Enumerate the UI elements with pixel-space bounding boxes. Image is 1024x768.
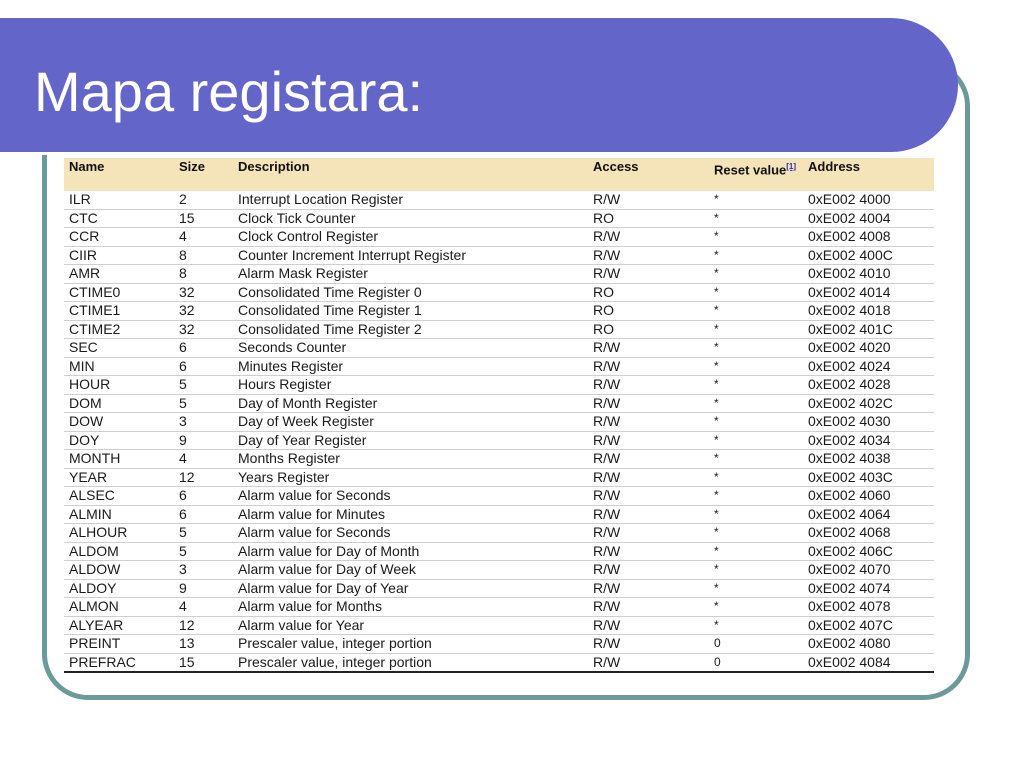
cell-name: CIIR <box>64 246 174 265</box>
cell-reset: * <box>709 561 803 580</box>
cell-name: SEC <box>64 339 174 358</box>
cell-reset: * <box>709 376 803 395</box>
cell-reset: * <box>709 505 803 524</box>
cell-name: YEAR <box>64 468 174 487</box>
cell-access: R/W <box>588 228 709 247</box>
cell-name: PREINT <box>64 635 174 654</box>
cell-address: 0xE002 4060 <box>803 487 934 506</box>
cell-address: 0xE002 406C <box>803 542 934 561</box>
cell-size: 13 <box>174 635 233 654</box>
cell-size: 6 <box>174 505 233 524</box>
table-body <box>64 191 934 672</box>
cell-reset: 0 <box>709 635 803 654</box>
cell-access: R/W <box>588 376 709 395</box>
cell-size: 8 <box>174 265 233 284</box>
cell-reset: * <box>709 598 803 617</box>
cell-size: 6 <box>174 357 233 376</box>
table-row <box>64 320 934 339</box>
cell-address: 0xE002 4010 <box>803 265 934 284</box>
cell-name: CCR <box>64 228 174 247</box>
cell-access: RO <box>588 283 709 302</box>
cell-size: 12 <box>174 468 233 487</box>
table-row <box>64 487 934 506</box>
cell-address: 0xE002 400C <box>803 246 934 265</box>
cell-reset: * <box>709 191 803 209</box>
header-reset <box>709 158 803 191</box>
cell-address: 0xE002 4000 <box>803 191 934 209</box>
table-row <box>64 505 934 524</box>
cell-access: R/W <box>588 542 709 561</box>
cell-size: 6 <box>174 487 233 506</box>
cell-description: Interrupt Location Register <box>233 191 588 209</box>
cell-reset: * <box>709 283 803 302</box>
table-row <box>64 598 934 617</box>
table-row <box>64 450 934 469</box>
cell-description: Months Register <box>233 450 588 469</box>
cell-access: R/W <box>588 487 709 506</box>
cell-address: 0xE002 4014 <box>803 283 934 302</box>
header-access: Access <box>588 158 709 191</box>
header-size: Size <box>174 158 233 191</box>
cell-size: 5 <box>174 394 233 413</box>
cell-reset: 0 <box>709 653 803 672</box>
cell-access: R/W <box>588 246 709 265</box>
cell-access: RO <box>588 302 709 321</box>
cell-description: Prescaler value, integer portion <box>233 635 588 654</box>
cell-address: 0xE002 401C <box>803 320 934 339</box>
cell-description: Alarm value for Minutes <box>233 505 588 524</box>
cell-access: RO <box>588 320 709 339</box>
cell-address: 0xE002 4038 <box>803 450 934 469</box>
cell-name: CTIME1 <box>64 302 174 321</box>
cell-reset: * <box>709 228 803 247</box>
cell-access: R/W <box>588 413 709 432</box>
header-row <box>64 158 934 191</box>
cell-size: 12 <box>174 616 233 635</box>
cell-description: Seconds Counter <box>233 339 588 358</box>
cell-name: MONTH <box>64 450 174 469</box>
cell-description: Consolidated Time Register 2 <box>233 320 588 339</box>
table-row <box>64 376 934 395</box>
cell-address: 0xE002 4018 <box>803 302 934 321</box>
table-row <box>64 339 934 358</box>
cell-size: 8 <box>174 246 233 265</box>
cell-address: 0xE002 4008 <box>803 228 934 247</box>
cell-reset: * <box>709 616 803 635</box>
cell-access: R/W <box>588 579 709 598</box>
title-bar <box>0 18 958 152</box>
cell-reset: * <box>709 579 803 598</box>
table-row <box>64 635 934 654</box>
table-row <box>64 561 934 580</box>
cell-reset: * <box>709 413 803 432</box>
cell-size: 3 <box>174 561 233 580</box>
cell-description: Alarm Mask Register <box>233 265 588 284</box>
table-row <box>64 524 934 543</box>
cell-description: Consolidated Time Register 1 <box>233 302 588 321</box>
cell-access: R/W <box>588 265 709 284</box>
cell-name: DOM <box>64 394 174 413</box>
cell-name: ALHOUR <box>64 524 174 543</box>
cell-name: CTIME2 <box>64 320 174 339</box>
cell-address: 0xE002 4074 <box>803 579 934 598</box>
title-underline <box>0 152 906 155</box>
cell-access: R/W <box>588 505 709 524</box>
table-row <box>64 283 934 302</box>
cell-access: R/W <box>588 561 709 580</box>
footnote-link[interactable]: [1] <box>786 162 797 171</box>
table-row <box>64 191 934 209</box>
cell-size: 9 <box>174 431 233 450</box>
cell-reset: * <box>709 524 803 543</box>
cell-reset: * <box>709 542 803 561</box>
header-address: Address <box>803 158 934 191</box>
cell-name: CTIME0 <box>64 283 174 302</box>
cell-name: ALDOM <box>64 542 174 561</box>
cell-reset: * <box>709 450 803 469</box>
cell-description: Day of Month Register <box>233 394 588 413</box>
cell-description: Day of Year Register <box>233 431 588 450</box>
cell-address: 0xE002 4030 <box>803 413 934 432</box>
table-row <box>64 468 934 487</box>
cell-reset: * <box>709 209 803 228</box>
cell-name: DOW <box>64 413 174 432</box>
cell-description: Hours Register <box>233 376 588 395</box>
cell-access: R/W <box>588 357 709 376</box>
cell-reset: * <box>709 302 803 321</box>
cell-description: Consolidated Time Register 0 <box>233 283 588 302</box>
cell-size: 9 <box>174 579 233 598</box>
cell-size: 5 <box>174 542 233 561</box>
cell-reset: * <box>709 431 803 450</box>
cell-name: MIN <box>64 357 174 376</box>
cell-description: Clock Tick Counter <box>233 209 588 228</box>
cell-address: 0xE002 4070 <box>803 561 934 580</box>
cell-reset: * <box>709 357 803 376</box>
cell-description: Years Register <box>233 468 588 487</box>
cell-description: Alarm value for Year <box>233 616 588 635</box>
table-row <box>64 357 934 376</box>
cell-reset: * <box>709 487 803 506</box>
table-row <box>64 579 934 598</box>
cell-name: ALYEAR <box>64 616 174 635</box>
cell-access: RO <box>588 209 709 228</box>
cell-address: 0xE002 4028 <box>803 376 934 395</box>
cell-name: ALMON <box>64 598 174 617</box>
cell-reset: * <box>709 339 803 358</box>
cell-size: 32 <box>174 283 233 302</box>
cell-access: R/W <box>588 431 709 450</box>
table-row <box>64 413 934 432</box>
cell-access: R/W <box>588 653 709 672</box>
table-row <box>64 228 934 247</box>
cell-address: 0xE002 407C <box>803 616 934 635</box>
cell-description: Alarm value for Months <box>233 598 588 617</box>
table-row <box>64 616 934 635</box>
header-reset-label: Reset value <box>714 162 787 178</box>
table-row <box>64 653 934 672</box>
cell-size: 15 <box>174 653 233 672</box>
cell-name: ALMIN <box>64 505 174 524</box>
cell-size: 2 <box>174 191 233 209</box>
cell-description: Alarm value for Seconds <box>233 487 588 506</box>
cell-description: Alarm value for Day of Week <box>233 561 588 580</box>
cell-size: 32 <box>174 320 233 339</box>
cell-address: 0xE002 4064 <box>803 505 934 524</box>
cell-address: 0xE002 4024 <box>803 357 934 376</box>
cell-reset: * <box>709 394 803 413</box>
register-table <box>64 158 934 673</box>
cell-description: Minutes Register <box>233 357 588 376</box>
header-description: Description <box>233 158 588 191</box>
cell-address: 0xE002 4078 <box>803 598 934 617</box>
table-row <box>64 431 934 450</box>
cell-size: 3 <box>174 413 233 432</box>
cell-name: AMR <box>64 265 174 284</box>
cell-access: R/W <box>588 339 709 358</box>
cell-reset: * <box>709 265 803 284</box>
table-row <box>64 209 934 228</box>
cell-description: Alarm value for Seconds <box>233 524 588 543</box>
cell-size: 5 <box>174 376 233 395</box>
slide-title: Mapa registara: <box>34 60 424 123</box>
cell-description: Clock Control Register <box>233 228 588 247</box>
table-row <box>64 542 934 561</box>
cell-name: HOUR <box>64 376 174 395</box>
cell-name: PREFRAC <box>64 653 174 672</box>
cell-size: 4 <box>174 228 233 247</box>
cell-size: 4 <box>174 598 233 617</box>
cell-address: 0xE002 4004 <box>803 209 934 228</box>
cell-reset: * <box>709 320 803 339</box>
cell-name: DOY <box>64 431 174 450</box>
cell-description: Alarm value for Day of Year <box>233 579 588 598</box>
cell-description: Alarm value for Day of Month <box>233 542 588 561</box>
cell-name: CTC <box>64 209 174 228</box>
cell-size: 4 <box>174 450 233 469</box>
cell-access: R/W <box>588 616 709 635</box>
table-row <box>64 302 934 321</box>
cell-access: R/W <box>588 468 709 487</box>
cell-name: ILR <box>64 191 174 209</box>
header-name: Name <box>64 158 174 191</box>
cell-address: 0xE002 4020 <box>803 339 934 358</box>
cell-name: ALDOY <box>64 579 174 598</box>
cell-reset: * <box>709 468 803 487</box>
register-table-container <box>64 158 934 673</box>
cell-size: 32 <box>174 302 233 321</box>
cell-address: 0xE002 4068 <box>803 524 934 543</box>
cell-access: R/W <box>588 191 709 209</box>
cell-description: Day of Week Register <box>233 413 588 432</box>
cell-address: 0xE002 4080 <box>803 635 934 654</box>
cell-address: 0xE002 402C <box>803 394 934 413</box>
table-row <box>64 265 934 284</box>
cell-name: ALSEC <box>64 487 174 506</box>
cell-name: ALDOW <box>64 561 174 580</box>
cell-address: 0xE002 4084 <box>803 653 934 672</box>
cell-size: 15 <box>174 209 233 228</box>
cell-description: Prescaler value, integer portion <box>233 653 588 672</box>
cell-address: 0xE002 4034 <box>803 431 934 450</box>
cell-access: R/W <box>588 450 709 469</box>
cell-reset: * <box>709 246 803 265</box>
cell-address: 0xE002 403C <box>803 468 934 487</box>
cell-description: Counter Increment Interrupt Register <box>233 246 588 265</box>
cell-access: R/W <box>588 394 709 413</box>
cell-size: 6 <box>174 339 233 358</box>
cell-access: R/W <box>588 524 709 543</box>
cell-access: R/W <box>588 598 709 617</box>
table-header <box>64 158 934 191</box>
cell-size: 5 <box>174 524 233 543</box>
cell-access: R/W <box>588 635 709 654</box>
table-row <box>64 394 934 413</box>
table-row <box>64 246 934 265</box>
